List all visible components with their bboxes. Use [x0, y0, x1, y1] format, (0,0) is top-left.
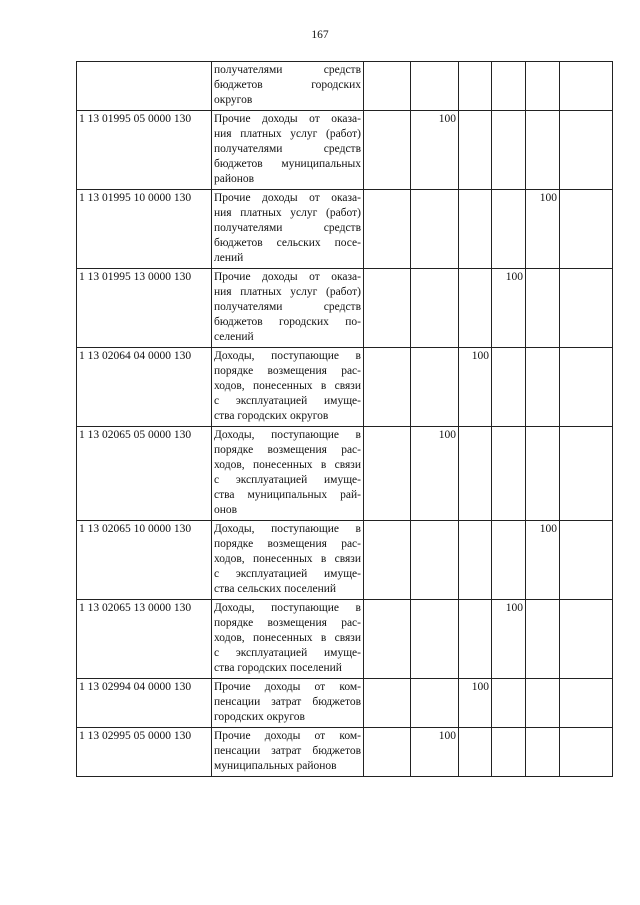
kbk-code-cell: 1 13 02065 13 0000 130	[77, 600, 212, 679]
empty-cell	[364, 728, 411, 777]
description-line: Прочие доходы от оказа-	[214, 192, 361, 204]
normative-c3-cell	[459, 62, 492, 111]
description-line: Доходы, поступающие в	[214, 429, 361, 441]
empty-cell	[364, 62, 411, 111]
description-cell	[212, 679, 364, 728]
empty-cell	[364, 600, 411, 679]
normative-c5-cell	[526, 348, 560, 427]
empty-cell	[560, 62, 613, 111]
description-line: лений	[214, 252, 244, 264]
kbk-code-cell: 1 13 01995 10 0000 130	[77, 190, 212, 269]
description-cell	[212, 62, 364, 111]
normative-c3-cell	[459, 521, 492, 600]
empty-cell	[560, 190, 613, 269]
description-cell	[212, 521, 364, 600]
description-line: бюджетов муниципальных	[214, 158, 361, 170]
description-line: с эксплуатацией имуще-	[214, 474, 361, 486]
kbk-code-cell: 1 13 02065 10 0000 130	[77, 521, 212, 600]
normative-c4-cell	[492, 728, 526, 777]
description-cell	[212, 348, 364, 427]
table-row	[77, 521, 613, 600]
normative-c5-cell: 100	[526, 521, 560, 600]
description-line: муниципальных районов	[214, 760, 337, 772]
description-line: округов	[214, 94, 253, 106]
normative-c3-cell	[459, 728, 492, 777]
description-cell	[212, 190, 364, 269]
normative-c2-cell	[411, 269, 459, 348]
normative-c5-cell	[526, 269, 560, 348]
normative-c2-cell: 100	[411, 728, 459, 777]
description-line: бюджетов городских	[214, 79, 361, 91]
normative-c4-cell	[492, 190, 526, 269]
empty-cell	[560, 348, 613, 427]
description-line: ния платных услуг (работ)	[214, 207, 361, 219]
description-line: ходов, понесенных в связи	[214, 459, 361, 471]
description-line: ния платных услуг (работ)	[214, 128, 361, 140]
normative-c3-cell	[459, 600, 492, 679]
normative-c4-cell	[492, 348, 526, 427]
budget-table-body	[77, 62, 613, 777]
description-line: с эксплуатацией имуще-	[214, 647, 361, 659]
normative-c3-cell	[459, 190, 492, 269]
normative-c5-cell	[526, 679, 560, 728]
normative-c5-cell	[526, 111, 560, 190]
description-line: Прочие доходы от оказа-	[214, 271, 361, 283]
description-line: порядке возмещения рас-	[214, 538, 361, 550]
description-line: ства городских поселений	[214, 662, 342, 674]
table-row	[77, 190, 613, 269]
description-line: городских округов	[214, 711, 305, 723]
description-line: порядке возмещения рас-	[214, 444, 361, 456]
description-line: с эксплуатацией имуще-	[214, 395, 361, 407]
description-line: ства сельских поселений	[214, 583, 337, 595]
table-row	[77, 600, 613, 679]
normative-c2-cell	[411, 190, 459, 269]
empty-cell	[560, 679, 613, 728]
normative-c4-cell	[492, 62, 526, 111]
empty-cell	[364, 348, 411, 427]
empty-cell	[364, 190, 411, 269]
description-line: получателями средств	[214, 64, 361, 76]
description-line: получателями средств	[214, 222, 361, 234]
normative-c2-cell	[411, 600, 459, 679]
description-line: ходов, понесенных в связи	[214, 632, 361, 644]
normative-c2-cell	[411, 348, 459, 427]
description-line: бюджетов городских по-	[214, 316, 361, 328]
description-line: онов	[214, 504, 238, 516]
empty-cell	[364, 111, 411, 190]
table-row	[77, 348, 613, 427]
description-line: селений	[214, 331, 254, 343]
kbk-code-cell: 1 13 01995 05 0000 130	[77, 111, 212, 190]
page-number: 167	[311, 29, 329, 41]
normative-c4-cell: 100	[492, 269, 526, 348]
normative-c5-cell	[526, 62, 560, 111]
empty-cell	[364, 679, 411, 728]
empty-cell	[364, 269, 411, 348]
normative-c4-cell: 100	[492, 600, 526, 679]
empty-cell	[364, 521, 411, 600]
table-row	[77, 269, 613, 348]
normative-c5-cell	[526, 728, 560, 777]
normative-c5-cell: 100	[526, 190, 560, 269]
description-cell	[212, 427, 364, 521]
normative-c2-cell: 100	[411, 427, 459, 521]
table-row	[77, 111, 613, 190]
normative-c2-cell	[411, 62, 459, 111]
empty-cell	[560, 269, 613, 348]
normative-c4-cell	[492, 111, 526, 190]
normative-c4-cell	[492, 427, 526, 521]
description-line: Доходы, поступающие в	[214, 523, 361, 535]
normative-c5-cell	[526, 427, 560, 521]
normative-c2-cell	[411, 521, 459, 600]
table-row	[77, 427, 613, 521]
normative-c2-cell	[411, 679, 459, 728]
description-line: ходов, понесенных в связи	[214, 380, 361, 392]
description-line: Доходы, поступающие в	[214, 350, 361, 362]
description-cell	[212, 728, 364, 777]
normative-c4-cell	[492, 679, 526, 728]
description-line: порядке возмещения рас-	[214, 365, 361, 377]
table-row	[77, 62, 613, 111]
table-row	[77, 728, 613, 777]
empty-cell	[364, 427, 411, 521]
empty-cell	[560, 427, 613, 521]
kbk-code-cell: 1 13 02994 04 0000 130	[77, 679, 212, 728]
normative-c2-cell: 100	[411, 111, 459, 190]
description-line: получателями средств	[214, 143, 361, 155]
normative-c3-cell	[459, 427, 492, 521]
empty-cell	[560, 521, 613, 600]
description-line: пенсации затрат бюджетов	[214, 745, 361, 757]
kbk-code-cell: 1 13 02064 04 0000 130	[77, 348, 212, 427]
description-cell	[212, 600, 364, 679]
description-line: районов	[214, 173, 255, 185]
description-line: Прочие доходы от ком-	[214, 681, 361, 693]
empty-cell	[560, 728, 613, 777]
normative-c3-cell: 100	[459, 348, 492, 427]
description-line: получателями средств	[214, 301, 361, 313]
description-line: ства городских округов	[214, 410, 329, 422]
kbk-code-cell	[77, 62, 212, 111]
description-line: бюджетов сельских посе-	[214, 237, 361, 249]
normative-c3-cell: 100	[459, 679, 492, 728]
description-line: ния платных услуг (работ)	[214, 286, 361, 298]
normative-c4-cell	[492, 521, 526, 600]
empty-cell	[560, 111, 613, 190]
description-line: ства муниципальных рай-	[214, 489, 361, 501]
kbk-code-cell: 1 13 02995 05 0000 130	[77, 728, 212, 777]
description-line: пенсации затрат бюджетов	[214, 696, 361, 708]
normative-c3-cell	[459, 111, 492, 190]
description-line: с эксплуатацией имуще-	[214, 568, 361, 580]
normative-c3-cell	[459, 269, 492, 348]
description-cell	[212, 269, 364, 348]
description-cell	[212, 111, 364, 190]
description-line: Прочие доходы от ком-	[214, 730, 361, 742]
budget-table	[76, 61, 613, 777]
empty-cell	[560, 600, 613, 679]
description-line: ходов, понесенных в связи	[214, 553, 361, 565]
description-line: порядке возмещения рас-	[214, 617, 361, 629]
kbk-code-cell: 1 13 01995 13 0000 130	[77, 269, 212, 348]
description-line: Прочие доходы от оказа-	[214, 113, 361, 125]
table-row	[77, 679, 613, 728]
normative-c5-cell	[526, 600, 560, 679]
description-line: Доходы, поступающие в	[214, 602, 361, 614]
kbk-code-cell: 1 13 02065 05 0000 130	[77, 427, 212, 521]
